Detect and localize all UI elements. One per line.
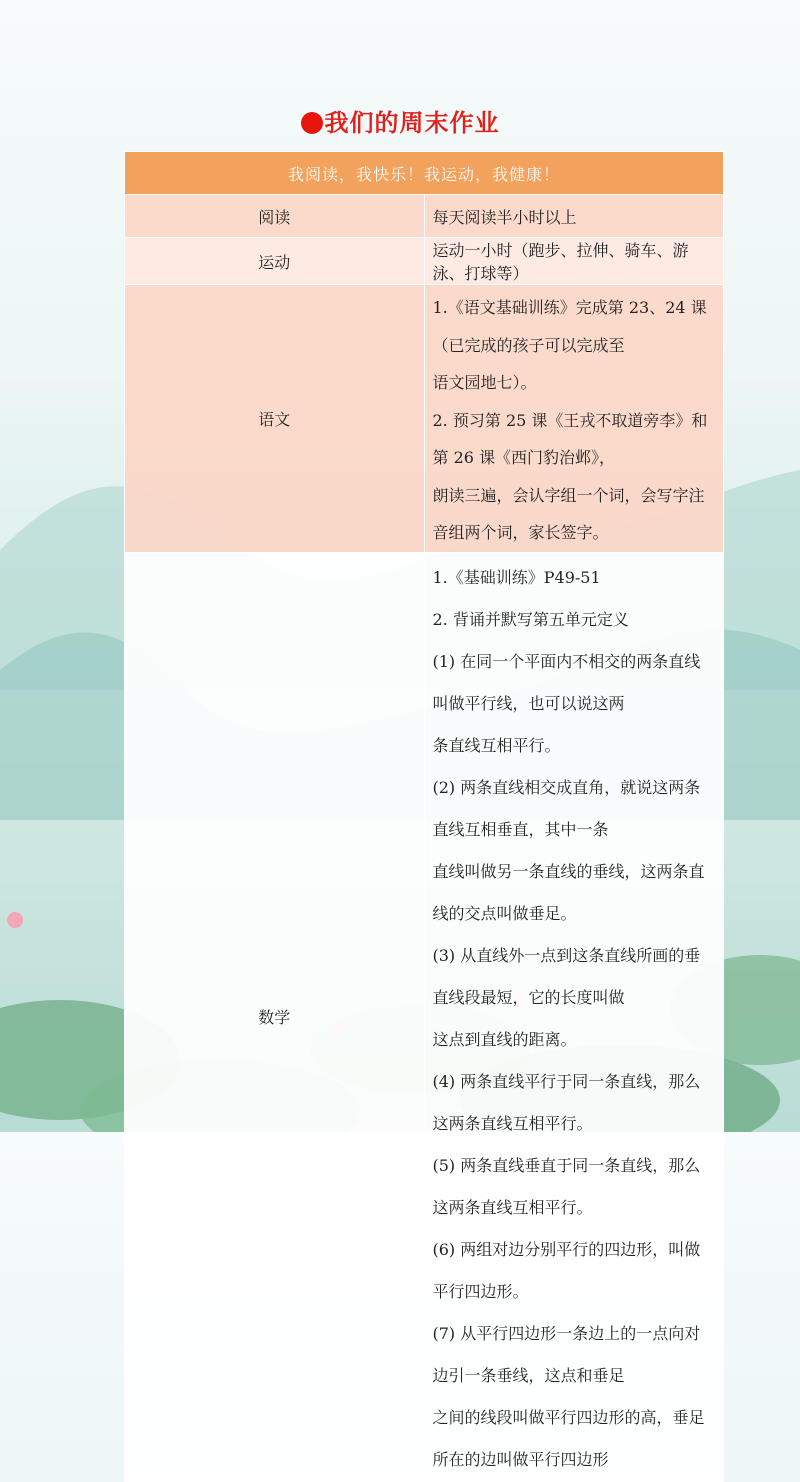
- content-math: [424, 552, 724, 1481]
- table-row-reading: [125, 195, 724, 238]
- red-bullet-icon: [301, 112, 323, 134]
- math-line: 条直线互相平行。: [432, 735, 561, 755]
- math-line: 2. 背诵并默写第五单元定义: [432, 609, 629, 629]
- content-reading: 每天阅读半小时以上: [424, 195, 724, 238]
- content-sports: 运动一小时（跑步、拉伸、骑车、游泳、打球等）: [424, 238, 724, 285]
- math-line: (5) 两条直线垂直于同一条直线，那么这两条直线互相平行。: [432, 1155, 701, 1217]
- math-line: 直线叫做另一条直线的垂线，这两条直线的交点叫做垂足。: [432, 861, 705, 923]
- math-line: (3) 从直线外一点到这条直线所画的垂直线段最短，它的长度叫做: [432, 945, 701, 1007]
- page-title: [0, 103, 800, 138]
- content-chinese: [424, 285, 724, 553]
- chinese-line: 语文园地七）。: [432, 373, 537, 392]
- table-row-math: [125, 552, 724, 1481]
- homework-table: [124, 151, 724, 1482]
- math-line: 这点到直线的距离。: [432, 1029, 577, 1049]
- table-header: 我阅读，我快乐！我运动，我健康！: [125, 152, 724, 195]
- page-title-text: 我们的周末作业: [324, 108, 500, 137]
- math-line: (4) 两条直线平行于同一条直线，那么这两条直线互相平行。: [432, 1071, 701, 1133]
- subject-sports: 运动: [125, 238, 425, 285]
- chinese-line: 1.《语文基础训练》完成第 23、24 课（已完成的孩子可以完成至: [432, 298, 707, 355]
- table-row-sports: [125, 238, 724, 285]
- table-row-chinese: [125, 285, 724, 553]
- math-line: (1) 在同一个平面内不相交的两条直线叫做平行线，也可以说这两: [432, 651, 701, 713]
- math-line: (7) 从平行四边形一条边上的一点向对边引一条垂线，这点和垂足: [432, 1323, 701, 1385]
- math-line: 1.《基础训练》P49-51: [432, 567, 601, 587]
- chinese-line: 2. 预习第 25 课《王戎不取道旁李》和第 26 课《西门豹治邺》，: [432, 410, 708, 467]
- math-line: (6) 两组对边分别平行的四边形，叫做平行四边形。: [432, 1239, 701, 1301]
- chinese-line: 朗读三遍，会认字组一个词，会写字注音组两个词，家长签字。: [432, 485, 705, 542]
- math-line: (2) 两条直线相交成直角，就说这两条直线互相垂直，其中一条: [432, 777, 701, 839]
- subject-chinese: 语文: [125, 285, 425, 553]
- subject-reading: 阅读: [125, 195, 425, 238]
- subject-math: 数学: [125, 552, 425, 1481]
- math-line: 之间的线段叫做平行四边形的高，垂足所在的边叫做平行四边形: [432, 1407, 705, 1469]
